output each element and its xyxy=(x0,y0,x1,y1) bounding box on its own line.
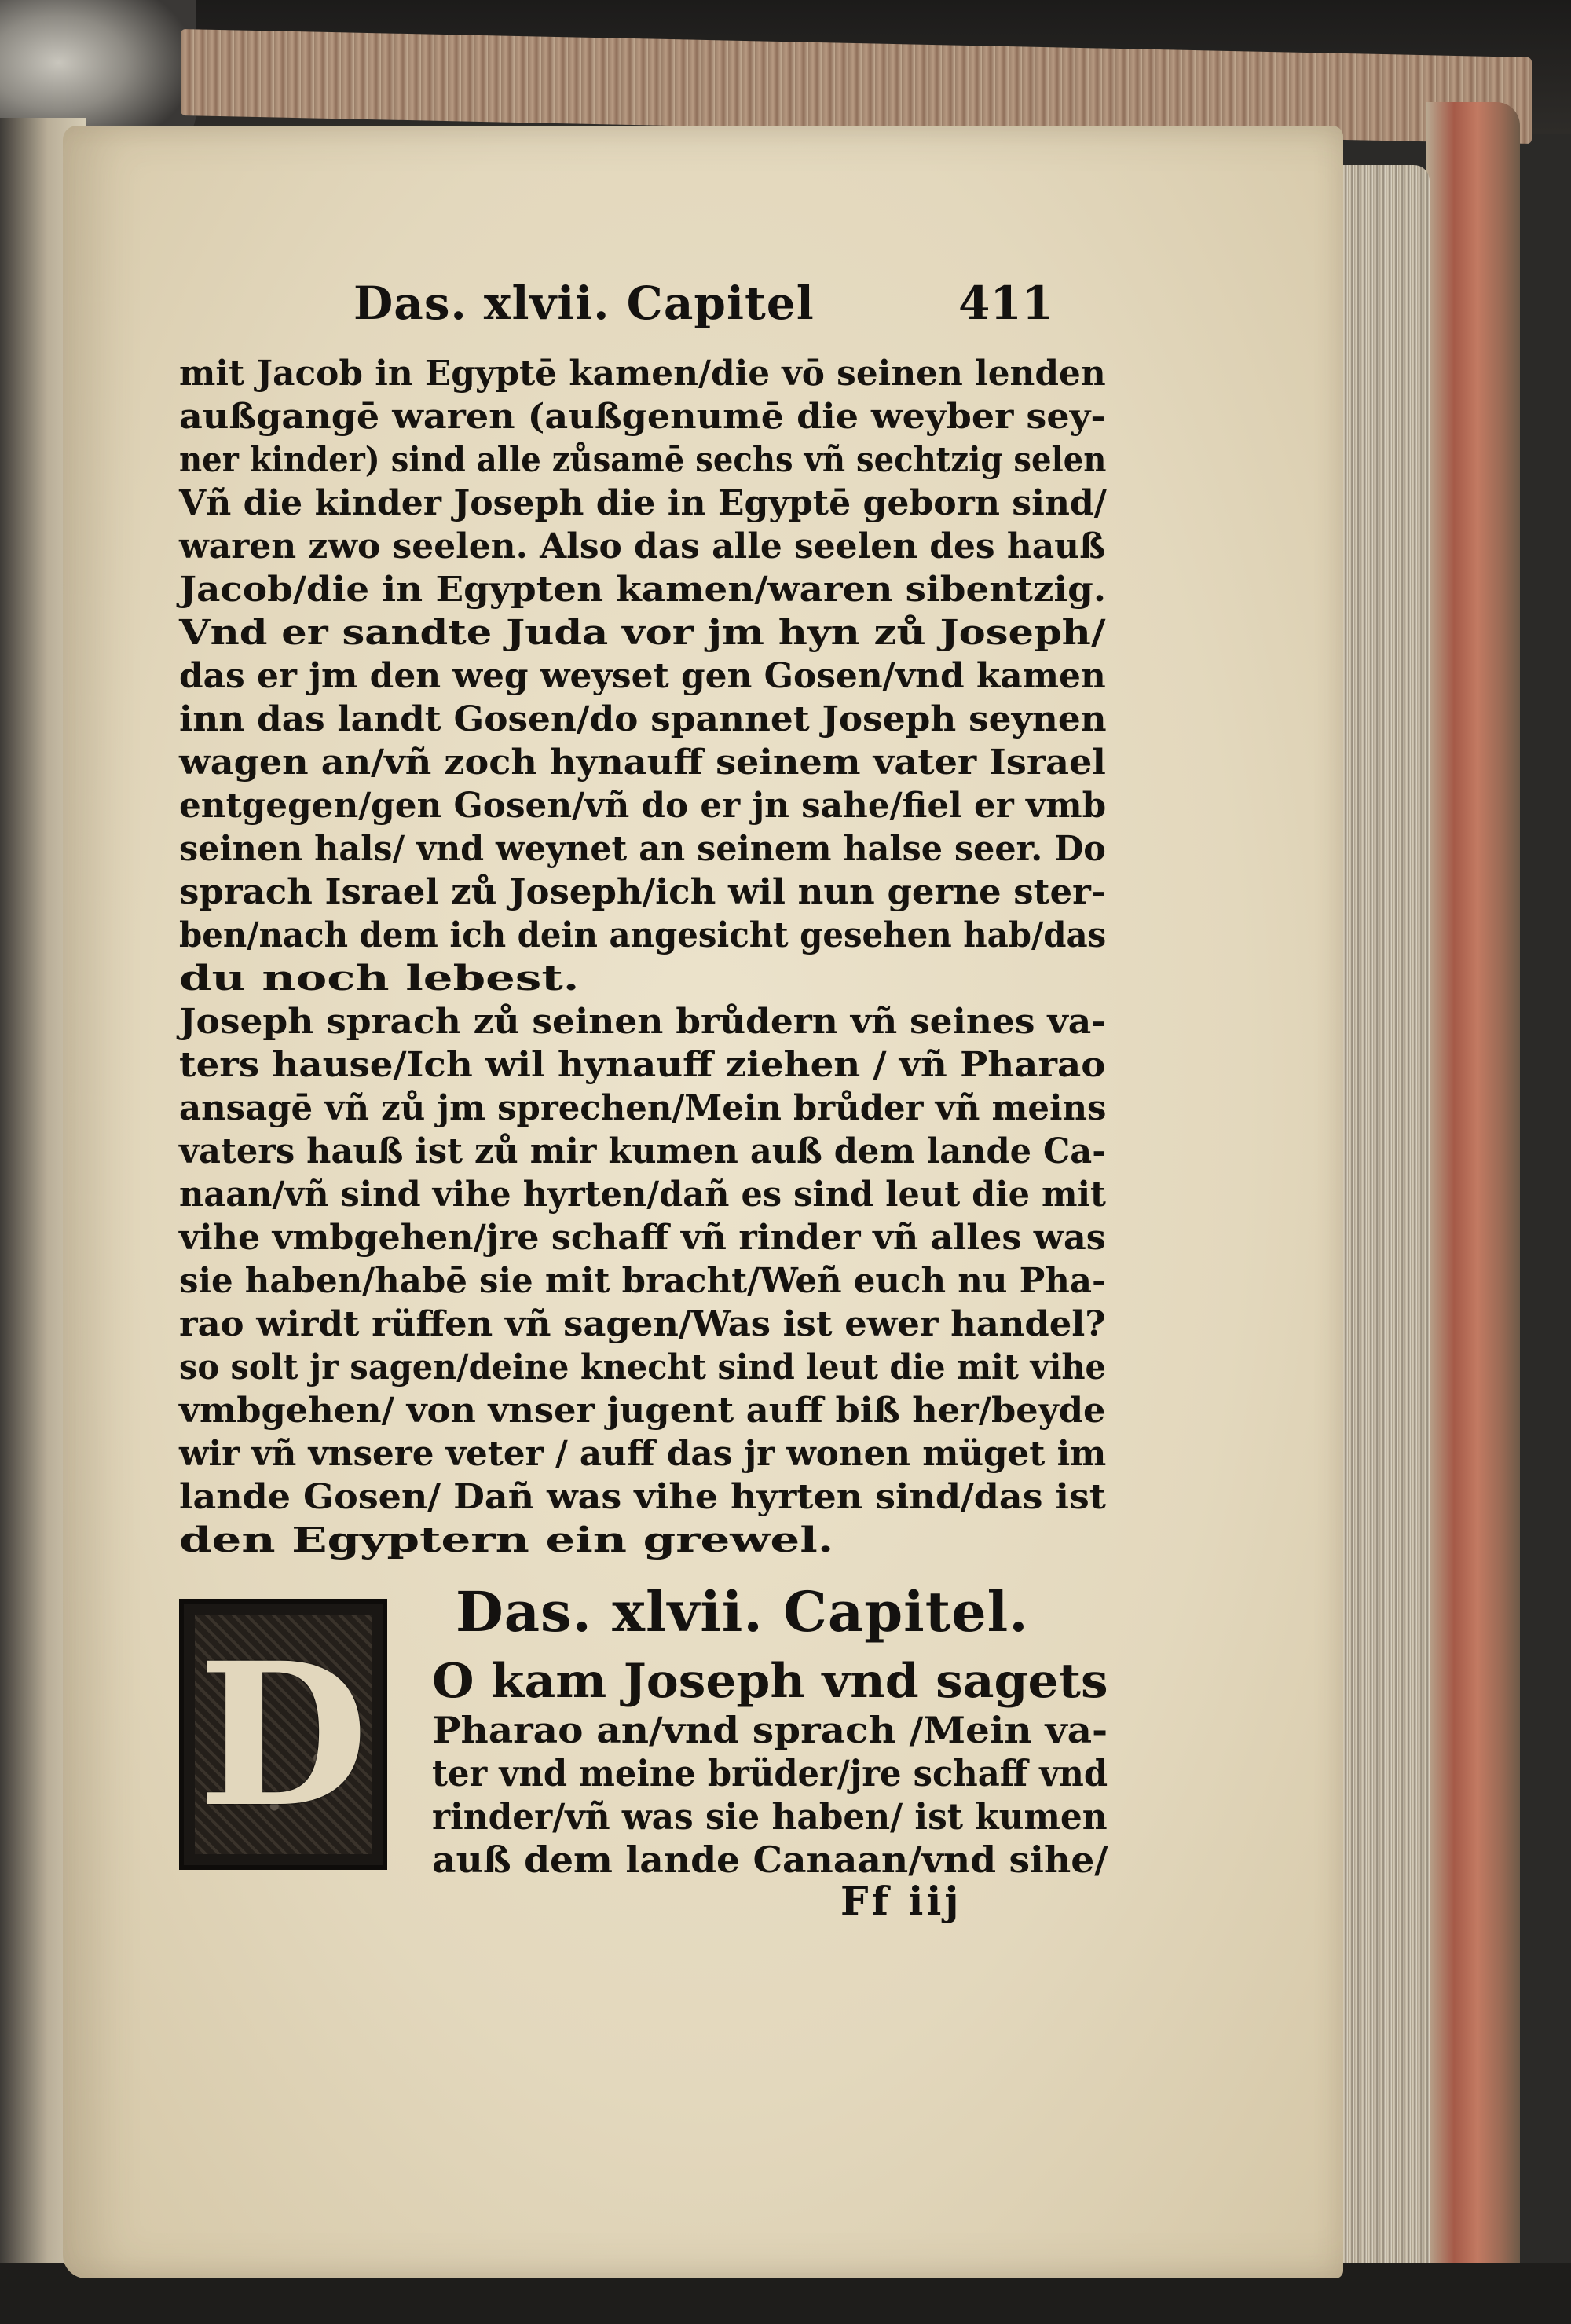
running-head xyxy=(353,277,1060,339)
chapter-heading: Das. xlvii. Capitel. xyxy=(456,1579,1029,1644)
text-line: außgangē waren (außgenumē die weyber sey- xyxy=(179,397,1106,437)
text-line: ters hause/Ich wil hynauff ziehen / vñ Pharao xyxy=(179,1045,1106,1085)
page-fore-edge xyxy=(1335,165,1430,2286)
page-number: 411 xyxy=(958,277,1054,330)
text-line: ben/nach dem ich dein angesicht gesehen hab/das xyxy=(179,915,1107,955)
text-line: vihe vmbgehen/jre schaff vñ rinder vñ alles was xyxy=(179,1218,1106,1258)
text-line: naan/vñ sind vihe hyrten/dañ es sind leut die mit xyxy=(179,1175,1106,1215)
text-line: so solt jr sagen/deine knecht sind leut die mit vihe xyxy=(179,1347,1106,1387)
text-line: sie haben/habē sie mit bracht/Weñ euch nu Pha- xyxy=(179,1261,1107,1301)
text-line: ner kinder) sind alle zůsamē sechs vñ sechtzig selen xyxy=(179,440,1107,480)
chapter-text-line: rinder/vñ was sie haben/ ist kumen xyxy=(432,1795,1108,1838)
text-line: Vñ die kinder Joseph die in Egyptē geborn sind/ xyxy=(179,483,1107,523)
decorated-initial xyxy=(179,1599,387,1870)
text-line: seinen hals/ vnd weynet an seinem halse seer. Do xyxy=(179,829,1106,869)
text-line: du noch lebest. xyxy=(179,959,580,999)
text-line: rao wirdt rüffen vñ sagen/Was ist ewer handel? xyxy=(179,1304,1106,1344)
running-head-title: Das. xlvii. Capitel xyxy=(353,277,815,330)
text-line: Jacob/die in Egypten kamen/waren sibentzig. xyxy=(179,570,1107,610)
chapter-text-line: ter vnd meine brüder/jre schaff vnd xyxy=(432,1752,1108,1794)
text-line: waren zwo seelen. Also das alle seelen des hauß xyxy=(179,526,1106,566)
text-line: Vnd er sandte Juda vor jm hyn zů Joseph/ xyxy=(179,613,1106,653)
body-text xyxy=(179,352,1122,1562)
text-line: lande Gosen/ Dañ was vihe hyrten sind/das ist xyxy=(179,1477,1106,1517)
chapter-text-line: O kam Joseph vnd sagets xyxy=(432,1654,1108,1709)
chapter-text xyxy=(432,1654,1123,1882)
initial-ornament xyxy=(195,1615,372,1854)
signature-mark: Ff iij xyxy=(840,1878,962,1924)
text-line: wir vñ vnsere veter / auff das jr wonen müget im xyxy=(179,1434,1107,1474)
text-line: den Egyptern ein grewel. xyxy=(179,1520,834,1560)
cover-edge xyxy=(1426,102,1520,2302)
chapter-text-line: Pharao an/vnd sprach /Mein va- xyxy=(432,1709,1108,1751)
text-line: ansagē vñ zů jm sprechen/Mein brůder vñ meins xyxy=(179,1088,1107,1128)
text-line: entgegen/gen Gosen/vñ do er jn sahe/fiel er vmb xyxy=(179,786,1107,826)
text-line: mit Jacob in Egyptē kamen/die vō seinen lenden xyxy=(179,354,1106,394)
text-line: wagen an/vñ zoch hynauff seinem vater Israel xyxy=(179,742,1106,783)
text-line: Joseph sprach zů seinen brůdern vñ seines va- xyxy=(179,1002,1107,1042)
text-line: das er jm den weg weyset gen Gosen/vnd kamen xyxy=(179,656,1106,696)
text-line: inn das landt Gosen/do spannet Joseph seynen xyxy=(179,699,1107,739)
initial-letter: D xyxy=(198,1618,368,1850)
text-line: vaters hauß ist zů mir kumen auß dem lande Ca- xyxy=(179,1131,1107,1171)
text-line: sprach Israel zů Joseph/ich wil nun gerne ster- xyxy=(179,872,1106,912)
chapter-text-line: auß dem lande Canaan/vnd sihe/ xyxy=(432,1838,1108,1881)
text-line: vmbgehen/ von vnser jugent auff biß her/beyde xyxy=(179,1391,1106,1431)
